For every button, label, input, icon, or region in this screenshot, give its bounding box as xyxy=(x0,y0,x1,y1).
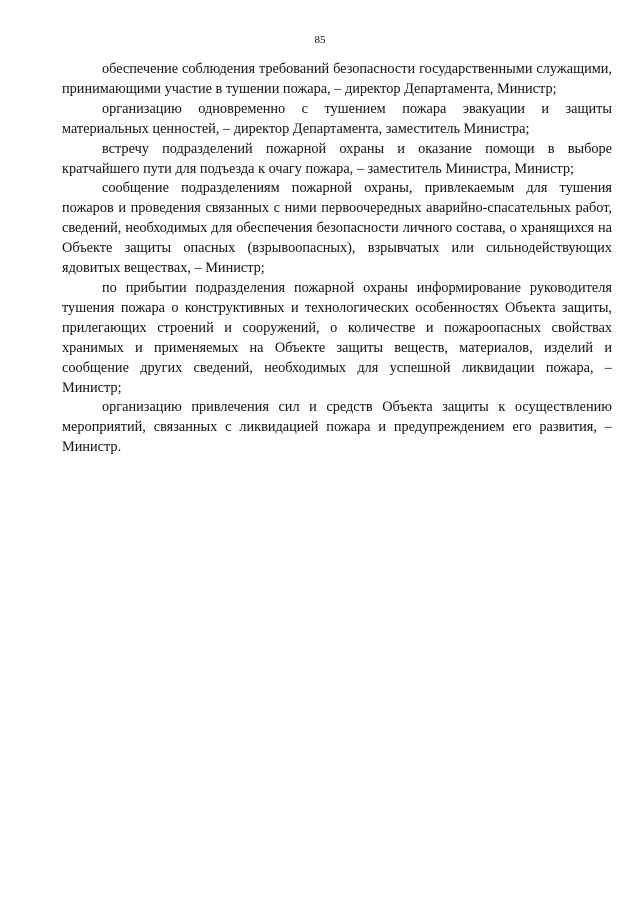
paragraph: обеспечение соблюдения требований безопасности государственными служащими, принимающими участие в тушении пожара, – директор Департамента, Министр; xyxy=(62,61,612,97)
document-body xyxy=(62,60,612,458)
page-number: 85 xyxy=(314,34,326,46)
paragraph: встречу подразделений пожарной охраны и оказание помощи в выборе кратчайшего пути для подъезда к очагу пожара, – заместитель Министра, Министр; xyxy=(62,140,612,177)
paragraph: организацию привлечения сил и средств Объекта защиты к осуществлению мероприятий, связанных с ликвидацией пожара и предупреждением его развития, – Министр. xyxy=(62,399,612,456)
paragraph: по прибытии подразделения пожарной охраны информирование руководителя тушения пожара о конструктивных и технологических особенностях Объекта защиты, прилегающих строений и сооружений, о количестве и пожароопасных свойствах хранимых и применяемых на Объекте защиты веществ, материалов, изделий и сообщение других сведений, необходимых для успешной ликвидации пожара, – Министр; xyxy=(62,279,612,396)
paragraph: сообщение подразделениям пожарной охраны, привлекаемым для тушения пожаров и проведения связанных с ними первоочередных аварийно-спасательных работ, сведений, необходимых для обеспечения безопасности личного состава, о хранящихся на Объекте защиты опасных (взрывоопасных), взрывчатых или сильнодействующих ядовитых веществах, – Министр; xyxy=(62,180,612,277)
paragraph: организацию одновременно с тушением пожара эвакуации и защиты материальных ценностей, – директор Департамента, заместитель Министра; xyxy=(62,100,612,137)
